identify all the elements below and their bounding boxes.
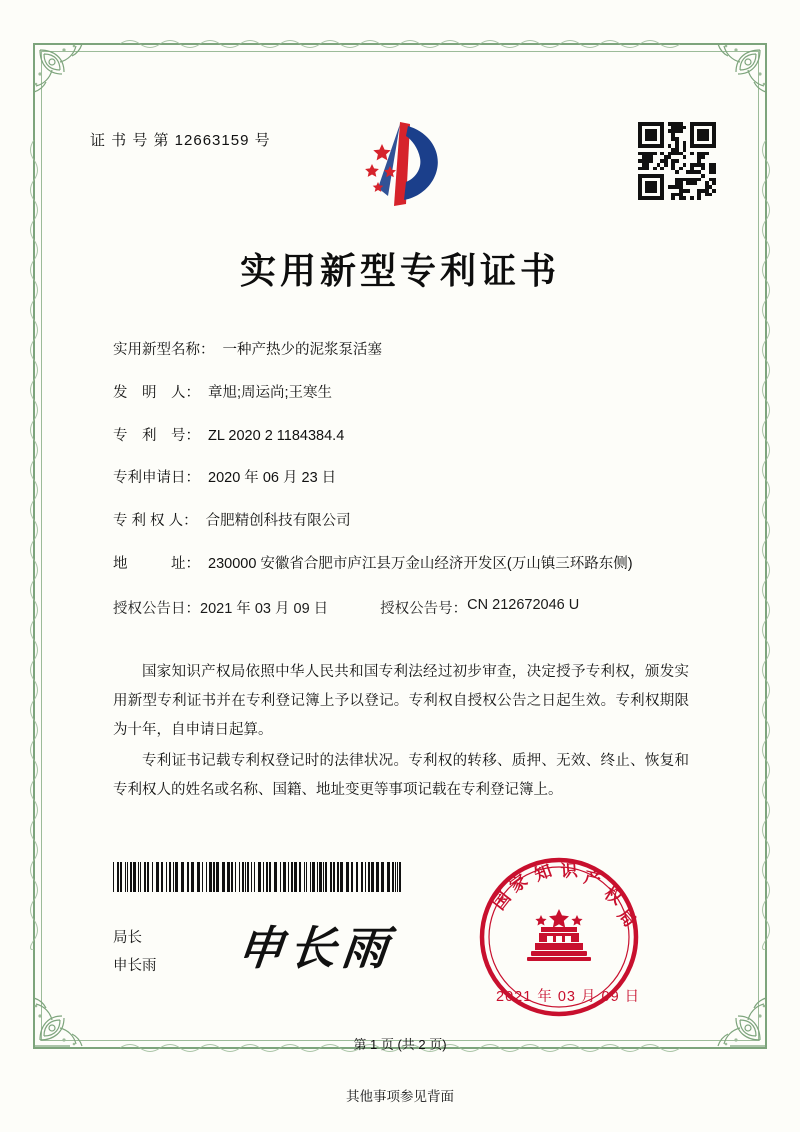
field-value: 章旭;周运尚;王寒生: [208, 384, 333, 401]
announcement-date-label: 授权公告日：: [113, 600, 200, 617]
handwritten-signature: 申长雨: [234, 921, 397, 975]
field-label: 实用新型名称：: [113, 342, 215, 358]
field-row-patent-number: [113, 426, 693, 448]
field-list: [113, 340, 693, 618]
field-row-address: [113, 554, 693, 576]
field-value: 一种产热少的泥浆泵活塞: [222, 342, 382, 358]
svg-text:国: 国: [489, 888, 516, 915]
page-title: 实用新型专利证书: [239, 251, 560, 292]
director-name-label: 申长雨: [113, 957, 157, 974]
announcement-number-label: 授权公告号：: [380, 600, 468, 617]
field-label: 专利申请日：: [113, 470, 200, 487]
cnipa-logo-icon: [348, 118, 458, 218]
border-pattern-top: [120, 37, 680, 51]
body-paragraph-2: 专利证书记载专利权登记时的法律状况。专利权的转移、质押、无效、终止、恢复和专利权人的姓名或名称、国籍、地址变更等事项记载在专利登记簿上。: [113, 753, 689, 798]
field-label: 发 明 人：: [113, 384, 200, 401]
director-title-label: 局长: [113, 930, 142, 946]
signature-block: [113, 925, 157, 980]
svg-text:家: 家: [506, 870, 532, 898]
page-number: 第 1 页 (共 2 页): [353, 1037, 447, 1052]
field-row-utility-model-name: [113, 340, 693, 362]
announcement-date-value: 2021 年 03 月 09 日: [200, 600, 329, 617]
field-label: 地 址：: [113, 555, 200, 572]
field-value: 合肥精创科技有限公司: [205, 513, 351, 529]
field-value: 2020 年 06 月 23 日: [208, 470, 337, 487]
field-row-inventor: [113, 383, 693, 405]
body-paragraph-1: 国家知识产权局依照中华人民共和国专利法经过初步审查，决定授予专利权，颁发实用新型专利证书并在专利登记簿上予以登记。专利权自授权公告之日起生效。专利权期限为十年，自申请日起算。: [113, 664, 689, 738]
field-value: 230000 安徽省合肥市庐江县万金山经济开发区(万山镇三环路东侧): [208, 555, 633, 572]
body-text: [113, 658, 689, 807]
svg-text:知: 知: [531, 861, 555, 886]
certificate-number: 证 书 号 第 12663159 号: [90, 132, 271, 149]
grant-announcement-row: [113, 597, 693, 618]
svg-text:识: 识: [559, 860, 579, 882]
field-label: 专 利 号：: [113, 427, 200, 444]
svg-text:产: 产: [581, 867, 604, 891]
svg-text:权: 权: [600, 883, 626, 910]
field-row-patentee: [113, 511, 693, 533]
field-row-application-date: [113, 468, 693, 490]
announcement-number-value: CN 212672046 U: [467, 596, 580, 613]
field-value: ZL 2020 2 1184384.4: [208, 427, 345, 444]
barcode: [113, 862, 403, 892]
svg-text:局: 局: [613, 905, 640, 932]
seal-date: 2021 年 03 月 09 日: [496, 989, 641, 1005]
footnote: 其他事项参见背面: [346, 1089, 454, 1104]
qr-code: [638, 122, 716, 200]
field-label: 专 利 权 人：: [113, 513, 198, 529]
